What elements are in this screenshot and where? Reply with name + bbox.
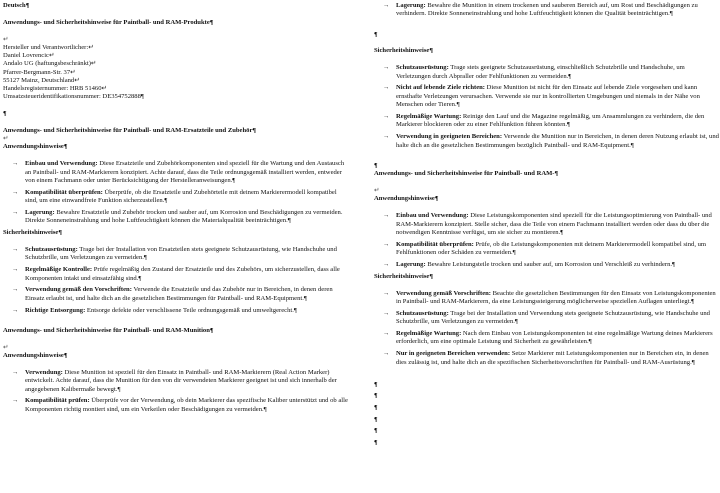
ammo-section-title[interactable]: Anwendungs- und Sicherheitshinweise für Paintball- und RAM-Munition¶ bbox=[3, 326, 214, 334]
bullet-text: Prüfe, ob die Leistungskomponenten mit deinem Markierermodell kompatibel sind, um Fehlfunktionen oder Schäden zu vermeiden.¶ bbox=[396, 240, 707, 257]
bullet-head: Kompatibilität überprüfen: bbox=[25, 188, 103, 196]
bullet-text: Diese Ersatzteile und Zubehörkomponenten sind speziell für die Wartung und den Austausch an Paintball- und RAM-Markierern konzipiert. Achte darauf, dass die Teile ordnungsgemäß installiert werden, entweder von einem Fachmann oder unter Berücksichtigung der Herstelleranweisungen.¶ bbox=[25, 160, 345, 185]
list-item[interactable] bbox=[3, 369, 349, 394]
arrow-icon: → bbox=[383, 240, 390, 248]
list-item[interactable] bbox=[374, 330, 720, 347]
list-item[interactable] bbox=[374, 350, 720, 367]
bullet-text: Überprüfe vor der Verwendung, ob dein Markierer das spezifische Kaliber unterstützt und ob alle Komponenten richtig montiert sind, um ein Verkeilen oder Beschädigungen zu vermeiden.¶ bbox=[25, 397, 348, 413]
bullet-head: Regelmäßige Wartung: bbox=[396, 113, 462, 120]
empty-paragraph-mark: ¶ bbox=[374, 380, 378, 388]
empty-paragraph-mark: ¶ bbox=[3, 109, 7, 117]
arrow-icon: → bbox=[383, 84, 390, 92]
ammo-safety-list bbox=[374, 64, 720, 150]
contact-line[interactable]: Hersteller und Verantwortlicher:↵ bbox=[3, 44, 94, 51]
arrow-icon: → bbox=[12, 397, 19, 405]
left-column bbox=[3, 2, 349, 418]
bullet-text: Verwende die Ersatzteile und das Zubehör nur in Bereichen, in denen deren Einsatz erlaubt ist, und halte dich an die gesetzlichen Bestimmungen für Paintball- und RAM-Equipment.¶ bbox=[25, 286, 333, 302]
bullet-text: Prüfe regelmäßig den Zustand der Ersatzteile und des Zubehörs, um sicherzustellen, dass alle Komponenten intakt und einsatzfähig sind.¶ bbox=[25, 266, 340, 282]
bullet-text: Bewahre Leistungsteile trocken und sauber auf, um Korrosion und Verschleiß zu verhindern.¶ bbox=[425, 261, 676, 269]
empty-paragraph-mark: ¶ bbox=[374, 30, 378, 38]
list-item[interactable] bbox=[374, 113, 720, 130]
bullet-text: Überprüfe, ob die Ersatzteile und Zubehörteile mit deinem Markierermodell kompatibel sind, um eine einwandfreie Funktion sicherzustellen.¶ bbox=[25, 188, 337, 205]
arrow-icon: → bbox=[383, 2, 390, 9]
list-item[interactable] bbox=[3, 397, 349, 414]
ammo-usage-heading[interactable]: Anwendungshinweise¶ bbox=[3, 352, 68, 360]
bullet-text: Diese Munition ist nicht für den Einsatz auf lebende Ziele vorgesehen und kann ernsthafte Verletzungen verursachen. Verwende sie nur in kontrollierten Umgebungen und niemals in der Nähe von Menschen oder Tieren.¶ bbox=[396, 84, 700, 109]
list-item[interactable] bbox=[3, 160, 349, 185]
bullet-head: Schutzausrüstung: bbox=[396, 64, 449, 72]
upgrade-usage-list bbox=[374, 212, 720, 269]
contact-line[interactable]: Pfarrer-Bergmann-Str. 37↵ bbox=[3, 68, 76, 76]
bullet-text: Setze Markierer mit Leistungskomponenten nur in Bereichen ein, in denen dies zulässig ist, und halte dich an die spezifischen Sicherheitsvorschriften für Paintball- und RAM-Ausrüstung.¶ bbox=[396, 350, 709, 366]
arrow-icon: → bbox=[383, 330, 390, 338]
list-item[interactable] bbox=[3, 189, 349, 206]
list-item[interactable] bbox=[374, 2, 720, 19]
spares-safety-list bbox=[3, 246, 349, 315]
bullet-head: Verwendung: bbox=[25, 368, 63, 376]
bullet-head: Regelmäßige Kontrolle: bbox=[25, 266, 93, 274]
bullet-head: Schutzausrüstung: bbox=[396, 309, 449, 317]
list-item[interactable] bbox=[374, 310, 720, 327]
arrow-icon: → bbox=[383, 261, 390, 269]
bullet-head: Verwendung in geeigneten Bereichen: bbox=[396, 133, 503, 141]
bullet-text: Diese Munition ist speziell für den Einsatz in Paintball- und RAM-Markierern (Real Action Marker) entwickelt. Achte darauf, dass die Munition für den von dir verwendeten Markierer geeignet ist und sich innerhalb der angegebenen Kalibermaße bewegt.¶ bbox=[25, 368, 337, 393]
bullet-head: Verwendung gemäß Vorschriften: bbox=[396, 289, 491, 297]
list-item[interactable] bbox=[374, 212, 720, 237]
arrow-icon: → bbox=[383, 113, 390, 120]
contact-line[interactable]: Handelsregisternummer: HRB 51460↵ bbox=[3, 85, 108, 93]
bullet-text: Diese Leistungskomponenten sind speziell für die Leistungsoptimierung von Paintball- und RAM-Markierern konzipiert. Stelle sicher, dass die Teile von einem Fachmann installiert werden oder dass du über die notwendigen Kenntnisse verfügst, um sie sicher zu montieren.¶ bbox=[396, 212, 712, 237]
arrow-icon: → bbox=[383, 289, 390, 297]
upgrade-safety-list bbox=[374, 290, 720, 367]
empty-paragraph-mark: ¶ bbox=[374, 161, 378, 169]
list-item[interactable] bbox=[374, 133, 720, 150]
return-mark: ↵ bbox=[3, 35, 9, 43]
return-mark: ↵ bbox=[374, 187, 380, 194]
list-item[interactable] bbox=[374, 64, 720, 81]
bullet-head: Lagerung: bbox=[396, 2, 426, 9]
empty-paragraph-mark: ¶ bbox=[374, 438, 378, 446]
arrow-icon: → bbox=[383, 212, 390, 220]
bullet-head: Lagerung: bbox=[25, 209, 55, 217]
empty-paragraph-mark: ¶ bbox=[374, 404, 378, 411]
return-mark: ↵ bbox=[3, 343, 9, 351]
bullet-text: Trage stets geeignete Schutzausrüstung, einschließlich Schutzbrille und Handschuhe, um Verletzungen durch Abpraller oder Fehlfunktionen zu vermeiden.¶ bbox=[396, 64, 685, 80]
arrow-icon: → bbox=[12, 266, 19, 274]
bullet-head: Einbau und Verwendung: bbox=[396, 212, 469, 220]
upgrade-safety-heading[interactable]: Sicherheitshinweise¶ bbox=[374, 272, 433, 280]
upgrade-usage-heading[interactable]: Anwendungshinweise¶ bbox=[374, 195, 439, 203]
empty-paragraph-mark: ¶ bbox=[374, 392, 378, 400]
list-item[interactable] bbox=[374, 84, 720, 109]
arrow-icon: → bbox=[12, 306, 19, 314]
spares-section-title[interactable]: Anwendungs- und Sicherheitshinweise für Paintball- und RAM-Ersatzteile und Zubehör¶ bbox=[3, 126, 256, 134]
bullet-head: Verwendung gemäß den Vorschriften: bbox=[25, 286, 132, 294]
return-mark: ↵ bbox=[3, 135, 9, 143]
list-item[interactable] bbox=[374, 261, 720, 269]
contact-block bbox=[3, 44, 349, 101]
contact-line[interactable]: Umsatzsteueridentifikationsnummer: DE354752888¶ bbox=[3, 93, 144, 101]
upgrade-section-title[interactable]: Anwendungs- und Sicherheitshinweise für Paintball- und RAM-¶ bbox=[374, 170, 559, 178]
spares-usage-heading[interactable]: Anwendungshinweise¶ bbox=[3, 143, 68, 151]
list-item[interactable] bbox=[374, 241, 720, 258]
right-column bbox=[374, 2, 720, 448]
arrow-icon: → bbox=[12, 209, 19, 217]
arrow-icon: → bbox=[383, 309, 390, 317]
empty-paragraph-mark: ¶ bbox=[374, 415, 378, 423]
empty-paragraph-mark: ¶ bbox=[374, 427, 378, 435]
list-item[interactable] bbox=[3, 266, 349, 283]
bullet-head: Nicht auf lebende Ziele richten: bbox=[396, 84, 486, 92]
bullet-head: Lagerung: bbox=[396, 261, 426, 269]
bullet-head: Regelmäßige Wartung: bbox=[396, 330, 462, 338]
list-item[interactable] bbox=[3, 209, 349, 226]
products-title[interactable]: Anwendungs- und Sicherheitshinweise für Paintball- und RAM-Produkte¶ bbox=[3, 18, 214, 26]
arrow-icon: → bbox=[12, 246, 19, 254]
trailing-empty-paragraphs bbox=[374, 379, 720, 449]
bullet-head: Kompatibilität überprüfen: bbox=[396, 240, 474, 248]
bullet-head: Einbau und Verwendung: bbox=[25, 160, 98, 168]
bullet-text: Bewahre die Munition in einem trockenen und sauberen Bereich auf, um Rost und Beschädigungen zu verhindern. Direkte Sonneneinstrahlung und hohe Luftfeuchtigkeit können die Qualität beeinträchtigen.¶ bbox=[396, 2, 698, 18]
arrow-icon: → bbox=[383, 350, 390, 358]
arrow-icon: → bbox=[383, 133, 390, 141]
ammo-storage-list bbox=[374, 2, 720, 19]
list-item[interactable] bbox=[3, 286, 349, 303]
bullet-head: Nur in geeigneten Bereichen verwenden: bbox=[396, 350, 511, 358]
bullet-text: Trage bei der Installation und Verwendung stets geeignete Schutzausrüstung, wie Handschuhe und Schutzbrille, um Verletzungen zu vermeiden.¶ bbox=[396, 309, 710, 326]
ammo-safety-heading[interactable]: Sicherheitshinweise¶ bbox=[374, 47, 433, 55]
bullet-head: Schutzausrüstung: bbox=[25, 246, 78, 254]
bullet-text: Beachte die gesetzlichen Bestimmungen für den Einsatz von Leistungskomponenten in Paintball- und RAM-Markierern, da eine Leistungssteigerung möglicherweise speziellen Auflagen unterliegt.¶ bbox=[396, 289, 716, 306]
bullet-head: Kompatibilität prüfen: bbox=[25, 397, 90, 405]
bullet-text: Bewahre Ersatzteile und Zubehör trocken und sauber auf, um Korrosion und Beschädigungen zu vermeiden. Direkte Sonneneinstrahlung und hohe Luftfeuchtigkeit können die Materialqualität beeinträchtigen.¶ bbox=[25, 209, 343, 225]
contact-line[interactable]: Andalo UG (haftungsbeschränkt)↵ bbox=[3, 60, 97, 68]
spares-safety-heading[interactable]: Sicherheitshinweise¶ bbox=[3, 229, 62, 237]
bullet-text: Reinige den Lauf und die Magazine regelmäßig, um Ansammlungen zu verhindern, die den Markierer blockieren oder zu einer Fehlfunktion führen könnten.¶ bbox=[396, 113, 705, 129]
arrow-icon: → bbox=[12, 368, 19, 376]
arrow-icon: → bbox=[12, 188, 19, 196]
language-heading[interactable]: Deutsch¶ bbox=[3, 2, 30, 9]
list-item[interactable] bbox=[3, 307, 349, 315]
arrow-icon: → bbox=[383, 64, 390, 72]
bullet-text: Nach dem Einbau von Leistungskomponenten ist eine regelmäßige Wartung deines Markierers erforderlich, um eine optimale Leistung und Sicherheit zu gewährleisten.¶ bbox=[396, 330, 713, 346]
bullet-head: Richtige Entsorgung: bbox=[25, 306, 86, 314]
bullet-text: Trage bei der Installation von Ersatzteilen stets geeignete Schutzausrüstung, wie Handschuhe und Schutzbrille, um Verletzungen zu vermeiden.¶ bbox=[25, 246, 337, 262]
contact-line[interactable]: 55127 Mainz, Deutschland↵ bbox=[3, 76, 80, 84]
contact-line[interactable]: Daniel Lovrencic↵ bbox=[3, 52, 55, 60]
spares-usage-list bbox=[3, 160, 349, 226]
bullet-text: Verwende die Munition nur in Bereichen, in denen deren Nutzung erlaubt ist, und halte dich an die gesetzlichen Bestimmungen bezüglich Paintball- und RAM-Equipment.¶ bbox=[396, 133, 719, 149]
list-item[interactable] bbox=[374, 290, 720, 307]
list-item[interactable] bbox=[3, 246, 349, 263]
bullet-text: Entsorge defekte oder verschlissene Teile ordnungsgemäß und umweltgerecht.¶ bbox=[85, 306, 297, 314]
arrow-icon: → bbox=[12, 160, 19, 168]
arrow-icon: → bbox=[12, 286, 19, 294]
ammo-usage-list bbox=[3, 369, 349, 414]
